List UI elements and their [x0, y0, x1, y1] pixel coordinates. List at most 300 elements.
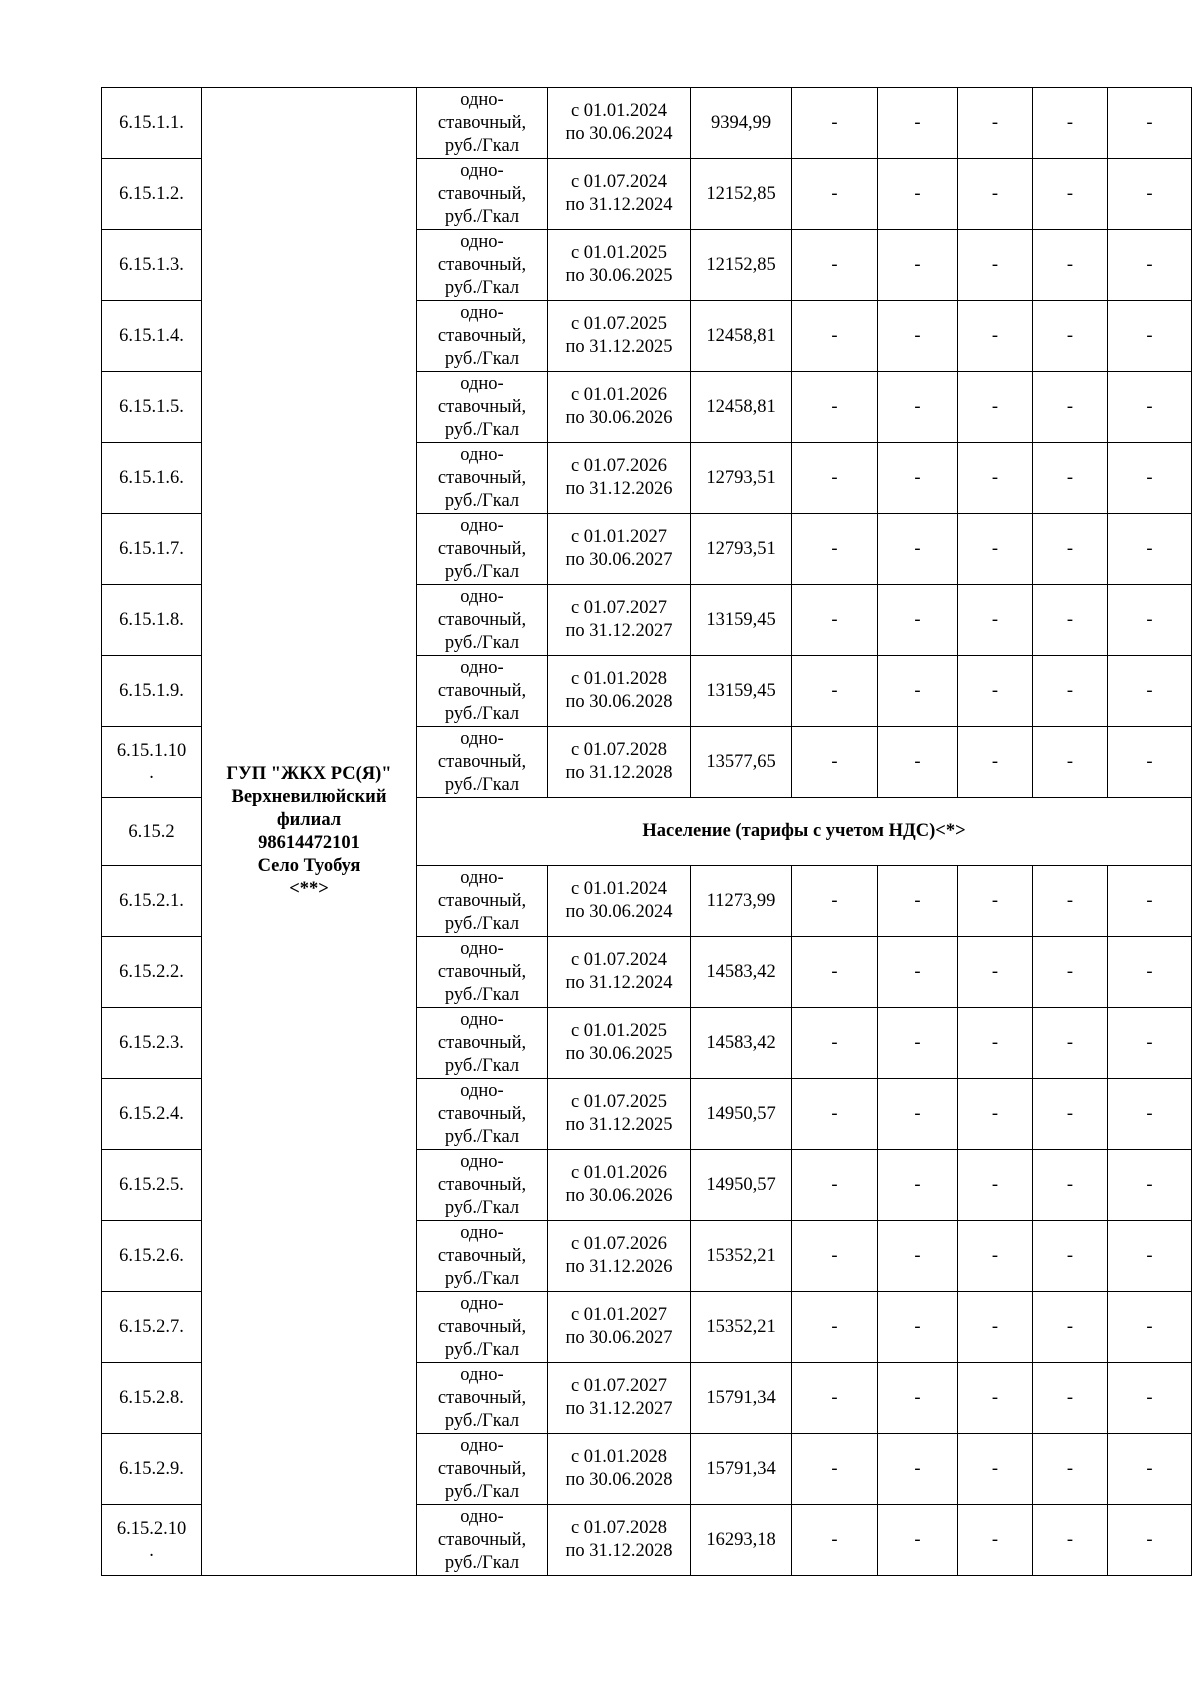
empty-value-cell: -: [1108, 1150, 1192, 1221]
organization-line: <**>: [289, 878, 329, 899]
unit-line: руб./Гкал: [444, 348, 520, 369]
period-to: по 30.06.2024: [565, 124, 673, 144]
period-from: с 01.07.2028: [570, 1518, 668, 1538]
row-code-cell: [102, 159, 202, 230]
unit-cell: [417, 159, 548, 230]
unit-cell: [417, 1505, 548, 1576]
empty-value-cell: -: [1108, 656, 1192, 727]
period-from: с 01.01.2024: [570, 879, 668, 899]
row-code-cell: [102, 1505, 202, 1576]
empty-value-cell: -: [792, 1150, 878, 1221]
period-to: по 31.12.2025: [565, 1115, 673, 1135]
empty-value-cell: -: [792, 514, 878, 585]
tariff-value: 15791,34: [691, 1434, 792, 1505]
empty-value-cell: -: [878, 443, 958, 514]
unit-line: ставочный,: [437, 1245, 527, 1266]
unit-line: руб./Гкал: [444, 561, 520, 582]
period-from: с 01.07.2024: [570, 950, 668, 970]
empty-value-cell: -: [878, 656, 958, 727]
period-cell: [548, 656, 691, 727]
unit-line: ставочный,: [437, 183, 527, 204]
empty-value-cell: -: [1108, 230, 1192, 301]
period-to: по 31.12.2024: [565, 973, 673, 993]
empty-value-cell: -: [958, 866, 1033, 937]
empty-value-cell: -: [958, 230, 1033, 301]
row-code: 6.15.1.7.: [119, 539, 184, 559]
period-cell: [548, 514, 691, 585]
empty-value-cell: -: [958, 159, 1033, 230]
period-from: с 01.01.2024: [570, 101, 668, 121]
period-from: с 01.07.2024: [570, 172, 668, 192]
empty-value-cell: -: [1033, 866, 1108, 937]
unit-line: ставочный,: [437, 609, 527, 630]
unit-cell: [417, 1221, 548, 1292]
row-code: 6.15.1.3.: [119, 255, 184, 275]
empty-value-cell: -: [792, 727, 878, 798]
period-to: по 30.06.2028: [565, 692, 673, 712]
empty-value-cell: -: [958, 1363, 1033, 1434]
unit-line: одно-: [460, 160, 504, 181]
period-from: с 01.07.2028: [570, 740, 668, 760]
empty-value-cell: -: [878, 1292, 958, 1363]
period-cell: [548, 230, 691, 301]
tariff-value: 12793,51: [691, 443, 792, 514]
unit-line: руб./Гкал: [444, 490, 520, 511]
period-cell: [548, 866, 691, 937]
period-cell: [548, 372, 691, 443]
empty-value-cell: -: [792, 1505, 878, 1576]
tariff-table: [101, 87, 1192, 1576]
unit-line: одно-: [460, 1435, 504, 1456]
unit-cell: [417, 1292, 548, 1363]
row-code-cell: [102, 1292, 202, 1363]
empty-value-cell: -: [958, 1434, 1033, 1505]
unit-line: одно-: [460, 1009, 504, 1030]
empty-value-cell: -: [1108, 1008, 1192, 1079]
organization-line: филиал: [276, 809, 342, 830]
empty-value-cell: -: [958, 727, 1033, 798]
empty-value-cell: -: [792, 585, 878, 656]
row-code-cell: [102, 656, 202, 727]
empty-value-cell: -: [1108, 937, 1192, 1008]
empty-value-cell: -: [878, 88, 958, 159]
tariff-value: 12458,81: [691, 372, 792, 443]
row-code-tail: .: [149, 1541, 154, 1561]
row-code-tail: .: [149, 763, 154, 783]
empty-value-cell: -: [1108, 1505, 1192, 1576]
empty-value-cell: -: [958, 1292, 1033, 1363]
empty-value-cell: -: [792, 443, 878, 514]
period-cell: [548, 1505, 691, 1576]
unit-line: одно-: [460, 586, 504, 607]
empty-value-cell: -: [792, 1221, 878, 1292]
period-from: с 01.07.2026: [570, 1234, 668, 1254]
unit-cell: [417, 1008, 548, 1079]
row-code-cell: [102, 727, 202, 798]
row-code-cell: [102, 1150, 202, 1221]
unit-cell: [417, 1363, 548, 1434]
unit-cell: [417, 866, 548, 937]
empty-value-cell: -: [878, 1079, 958, 1150]
empty-value-cell: -: [1033, 514, 1108, 585]
section-code-cell: 6.15.2: [102, 798, 202, 866]
row-code: 6.15.1.8.: [119, 610, 184, 630]
empty-value-cell: -: [1033, 1434, 1108, 1505]
unit-line: ставочный,: [437, 1387, 527, 1408]
empty-value-cell: -: [1033, 1008, 1108, 1079]
empty-value-cell: -: [1108, 443, 1192, 514]
empty-value-cell: -: [792, 866, 878, 937]
unit-line: ставочный,: [437, 751, 527, 772]
empty-value-cell: -: [958, 585, 1033, 656]
organization-cell: [202, 88, 417, 1576]
row-code: 6.15.1.6.: [119, 468, 184, 488]
row-code: 6.15.1.4.: [119, 326, 184, 346]
tariff-value: 11273,99: [691, 866, 792, 937]
empty-value-cell: -: [1033, 159, 1108, 230]
period-to: по 30.06.2027: [565, 1328, 673, 1348]
unit-cell: [417, 230, 548, 301]
unit-cell: [417, 514, 548, 585]
unit-line: одно-: [460, 373, 504, 394]
empty-value-cell: -: [958, 514, 1033, 585]
empty-value-cell: -: [878, 937, 958, 1008]
unit-line: руб./Гкал: [444, 984, 520, 1005]
period-cell: [548, 585, 691, 656]
row-code: 6.15.1.9.: [119, 681, 184, 701]
unit-line: ставочный,: [437, 1529, 527, 1550]
empty-value-cell: -: [958, 443, 1033, 514]
period-to: по 31.12.2028: [565, 1541, 673, 1561]
unit-line: ставочный,: [437, 112, 527, 133]
empty-value-cell: -: [1108, 301, 1192, 372]
unit-line: одно-: [460, 89, 504, 110]
tariff-value: 14583,42: [691, 1008, 792, 1079]
empty-value-cell: -: [878, 230, 958, 301]
organization-line: Верхневилюйский: [231, 786, 387, 807]
row-code-cell: [102, 585, 202, 656]
unit-cell: [417, 372, 548, 443]
unit-line: одно-: [460, 867, 504, 888]
unit-line: руб./Гкал: [444, 703, 520, 724]
period-to: по 30.06.2025: [565, 1044, 673, 1064]
unit-line: одно-: [460, 1151, 504, 1172]
empty-value-cell: -: [878, 372, 958, 443]
unit-line: ставочный,: [437, 1316, 527, 1337]
empty-value-cell: -: [1033, 585, 1108, 656]
period-to: по 31.12.2026: [565, 1257, 673, 1277]
row-code: 6.15.1.1.: [119, 113, 184, 133]
unit-line: одно-: [460, 444, 504, 465]
tariff-value: 13159,45: [691, 656, 792, 727]
row-code: 6.15.1.2.: [119, 184, 184, 204]
period-cell: [548, 937, 691, 1008]
unit-cell: [417, 1434, 548, 1505]
row-code-cell: [102, 1363, 202, 1434]
period-to: по 30.06.2026: [565, 408, 673, 428]
period-from: с 01.01.2027: [570, 1305, 668, 1325]
row-code-cell: [102, 1434, 202, 1505]
empty-value-cell: -: [878, 1505, 958, 1576]
unit-cell: [417, 443, 548, 514]
period-from: с 01.01.2027: [570, 527, 668, 547]
empty-value-cell: -: [792, 230, 878, 301]
row-code: 6.15.1.5.: [119, 397, 184, 417]
empty-value-cell: -: [792, 656, 878, 727]
unit-line: руб./Гкал: [444, 1055, 520, 1076]
unit-line: ставочный,: [437, 1174, 527, 1195]
period-cell: [548, 88, 691, 159]
period-to: по 30.06.2028: [565, 1470, 673, 1490]
period-cell: [548, 159, 691, 230]
unit-line: ставочный,: [437, 1458, 527, 1479]
period-from: с 01.01.2028: [570, 1447, 668, 1467]
empty-value-cell: -: [792, 937, 878, 1008]
period-from: с 01.01.2025: [570, 243, 668, 263]
unit-cell: [417, 1079, 548, 1150]
unit-line: руб./Гкал: [444, 135, 520, 156]
empty-value-cell: -: [1108, 1292, 1192, 1363]
row-code-cell: [102, 866, 202, 937]
unit-line: руб./Гкал: [444, 419, 520, 440]
row-code: 6.15.1.10: [116, 741, 187, 761]
tariff-value: 12152,85: [691, 159, 792, 230]
unit-line: ставочный,: [437, 680, 527, 701]
unit-line: одно-: [460, 1222, 504, 1243]
empty-value-cell: -: [1033, 1150, 1108, 1221]
table-body: [102, 88, 1192, 1576]
period-from: с 01.07.2026: [570, 456, 668, 476]
row-code-cell: [102, 1221, 202, 1292]
unit-line: ставочный,: [437, 254, 527, 275]
empty-value-cell: -: [1033, 1079, 1108, 1150]
period-to: по 31.12.2025: [565, 337, 673, 357]
tariff-value: 12458,81: [691, 301, 792, 372]
empty-value-cell: -: [1033, 230, 1108, 301]
organization-line: Село Туобуя: [257, 855, 361, 876]
unit-cell: [417, 301, 548, 372]
empty-value-cell: -: [1033, 1363, 1108, 1434]
unit-line: руб./Гкал: [444, 277, 520, 298]
empty-value-cell: -: [878, 514, 958, 585]
period-to: по 30.06.2025: [565, 266, 673, 286]
row-code: 6.15.2.4.: [119, 1104, 184, 1124]
unit-cell: [417, 937, 548, 1008]
unit-line: одно-: [460, 302, 504, 323]
period-to: по 31.12.2024: [565, 195, 673, 215]
empty-value-cell: -: [1033, 1221, 1108, 1292]
unit-line: руб./Гкал: [444, 1481, 520, 1502]
empty-value-cell: -: [878, 585, 958, 656]
tariff-value: 15352,21: [691, 1221, 792, 1292]
unit-cell: [417, 727, 548, 798]
empty-value-cell: -: [1108, 1079, 1192, 1150]
unit-line: одно-: [460, 515, 504, 536]
row-code: 6.15.2.2.: [119, 962, 184, 982]
empty-value-cell: -: [1033, 656, 1108, 727]
empty-value-cell: -: [1108, 1221, 1192, 1292]
period-to: по 30.06.2024: [565, 902, 673, 922]
tariff-value: 13159,45: [691, 585, 792, 656]
unit-line: руб./Гкал: [444, 1339, 520, 1360]
tariff-value: 9394,99: [691, 88, 792, 159]
unit-line: руб./Гкал: [444, 1126, 520, 1147]
empty-value-cell: -: [878, 1363, 958, 1434]
tariff-value: 15791,34: [691, 1363, 792, 1434]
empty-value-cell: -: [1108, 866, 1192, 937]
row-code-cell: [102, 1079, 202, 1150]
tariff-value: 14950,57: [691, 1150, 792, 1221]
empty-value-cell: -: [792, 301, 878, 372]
row-code-cell: [102, 372, 202, 443]
period-cell: [548, 1150, 691, 1221]
empty-value-cell: -: [878, 1434, 958, 1505]
empty-value-cell: -: [792, 1292, 878, 1363]
period-cell: [548, 1292, 691, 1363]
unit-line: одно-: [460, 1080, 504, 1101]
empty-value-cell: -: [1108, 88, 1192, 159]
unit-line: одно-: [460, 728, 504, 749]
unit-line: одно-: [460, 1506, 504, 1527]
empty-value-cell: -: [1108, 1363, 1192, 1434]
empty-value-cell: -: [958, 301, 1033, 372]
period-to: по 31.12.2027: [565, 621, 673, 641]
period-cell: [548, 1434, 691, 1505]
unit-cell: [417, 656, 548, 727]
unit-line: ставочный,: [437, 1032, 527, 1053]
empty-value-cell: -: [958, 372, 1033, 443]
row-code-cell: [102, 937, 202, 1008]
tariff-value: 16293,18: [691, 1505, 792, 1576]
empty-value-cell: -: [1033, 443, 1108, 514]
organization-line: 98614472101: [258, 832, 360, 853]
unit-line: одно-: [460, 938, 504, 959]
table-row: [102, 88, 1192, 159]
empty-value-cell: -: [792, 1363, 878, 1434]
unit-line: руб./Гкал: [444, 632, 520, 653]
row-code: 6.15.2.8.: [119, 1388, 184, 1408]
unit-cell: [417, 1150, 548, 1221]
unit-line: руб./Гкал: [444, 774, 520, 795]
unit-line: руб./Гкал: [444, 1552, 520, 1573]
empty-value-cell: -: [958, 1079, 1033, 1150]
unit-line: одно-: [460, 1364, 504, 1385]
empty-value-cell: -: [878, 866, 958, 937]
unit-line: ставочный,: [437, 961, 527, 982]
period-cell: [548, 301, 691, 372]
unit-line: ставочный,: [437, 538, 527, 559]
empty-value-cell: -: [792, 88, 878, 159]
tariff-value: 15352,21: [691, 1292, 792, 1363]
empty-value-cell: -: [792, 159, 878, 230]
unit-line: ставочный,: [437, 396, 527, 417]
period-cell: [548, 443, 691, 514]
empty-value-cell: -: [1108, 159, 1192, 230]
period-from: с 01.07.2025: [570, 314, 668, 334]
unit-line: ставочный,: [437, 467, 527, 488]
period-cell: [548, 727, 691, 798]
empty-value-cell: -: [958, 1505, 1033, 1576]
row-code: 6.15.2.9.: [119, 1459, 184, 1479]
period-cell: [548, 1008, 691, 1079]
period-from: с 01.01.2028: [570, 669, 668, 689]
row-code-cell: [102, 301, 202, 372]
unit-cell: [417, 585, 548, 656]
empty-value-cell: -: [1033, 301, 1108, 372]
row-code: 6.15.2.1.: [119, 891, 184, 911]
empty-value-cell: -: [958, 88, 1033, 159]
row-code-cell: [102, 1008, 202, 1079]
period-from: с 01.07.2025: [570, 1092, 668, 1112]
unit-line: одно-: [460, 657, 504, 678]
empty-value-cell: -: [878, 1221, 958, 1292]
empty-value-cell: -: [1108, 514, 1192, 585]
empty-value-cell: -: [792, 1434, 878, 1505]
empty-value-cell: -: [792, 1008, 878, 1079]
unit-line: ставочный,: [437, 1103, 527, 1124]
period-cell: [548, 1363, 691, 1434]
period-to: по 31.12.2028: [565, 763, 673, 783]
unit-cell: [417, 88, 548, 159]
empty-value-cell: -: [878, 159, 958, 230]
row-code: 6.15.2.6.: [119, 1246, 184, 1266]
period-cell: [548, 1221, 691, 1292]
period-from: с 01.01.2026: [570, 1163, 668, 1183]
empty-value-cell: -: [958, 1221, 1033, 1292]
tariff-value: 14950,57: [691, 1079, 792, 1150]
empty-value-cell: -: [1108, 372, 1192, 443]
empty-value-cell: -: [878, 727, 958, 798]
tariff-value: 13577,65: [691, 727, 792, 798]
empty-value-cell: -: [1033, 372, 1108, 443]
empty-value-cell: -: [1108, 585, 1192, 656]
unit-line: одно-: [460, 231, 504, 252]
unit-line: одно-: [460, 1293, 504, 1314]
period-from: с 01.01.2026: [570, 385, 668, 405]
row-code: 6.15.2.7.: [119, 1317, 184, 1337]
empty-value-cell: -: [958, 1150, 1033, 1221]
period-from: с 01.07.2027: [570, 1376, 668, 1396]
row-code-cell: [102, 230, 202, 301]
empty-value-cell: -: [1033, 727, 1108, 798]
unit-line: ставочный,: [437, 325, 527, 346]
row-code: 6.15.2.5.: [119, 1175, 184, 1195]
row-code-cell: [102, 514, 202, 585]
unit-line: руб./Гкал: [444, 1410, 520, 1431]
empty-value-cell: -: [1108, 1434, 1192, 1505]
empty-value-cell: -: [1033, 1505, 1108, 1576]
period-to: по 31.12.2026: [565, 479, 673, 499]
unit-line: ставочный,: [437, 890, 527, 911]
empty-value-cell: -: [878, 301, 958, 372]
unit-line: руб./Гкал: [444, 1197, 520, 1218]
empty-value-cell: -: [878, 1008, 958, 1079]
row-code: 6.15.2.10: [116, 1519, 187, 1539]
row-code-cell: [102, 88, 202, 159]
row-code: 6.15.2.3.: [119, 1033, 184, 1053]
empty-value-cell: -: [878, 1150, 958, 1221]
row-code-cell: [102, 443, 202, 514]
empty-value-cell: -: [792, 372, 878, 443]
empty-value-cell: -: [958, 937, 1033, 1008]
period-to: по 30.06.2026: [565, 1186, 673, 1206]
tariff-value: 14583,42: [691, 937, 792, 1008]
organization-line: ГУП "ЖКХ РС(Я)": [226, 763, 392, 784]
unit-line: руб./Гкал: [444, 1268, 520, 1289]
empty-value-cell: -: [792, 1079, 878, 1150]
period-from: с 01.07.2027: [570, 598, 668, 618]
tariff-value: 12152,85: [691, 230, 792, 301]
